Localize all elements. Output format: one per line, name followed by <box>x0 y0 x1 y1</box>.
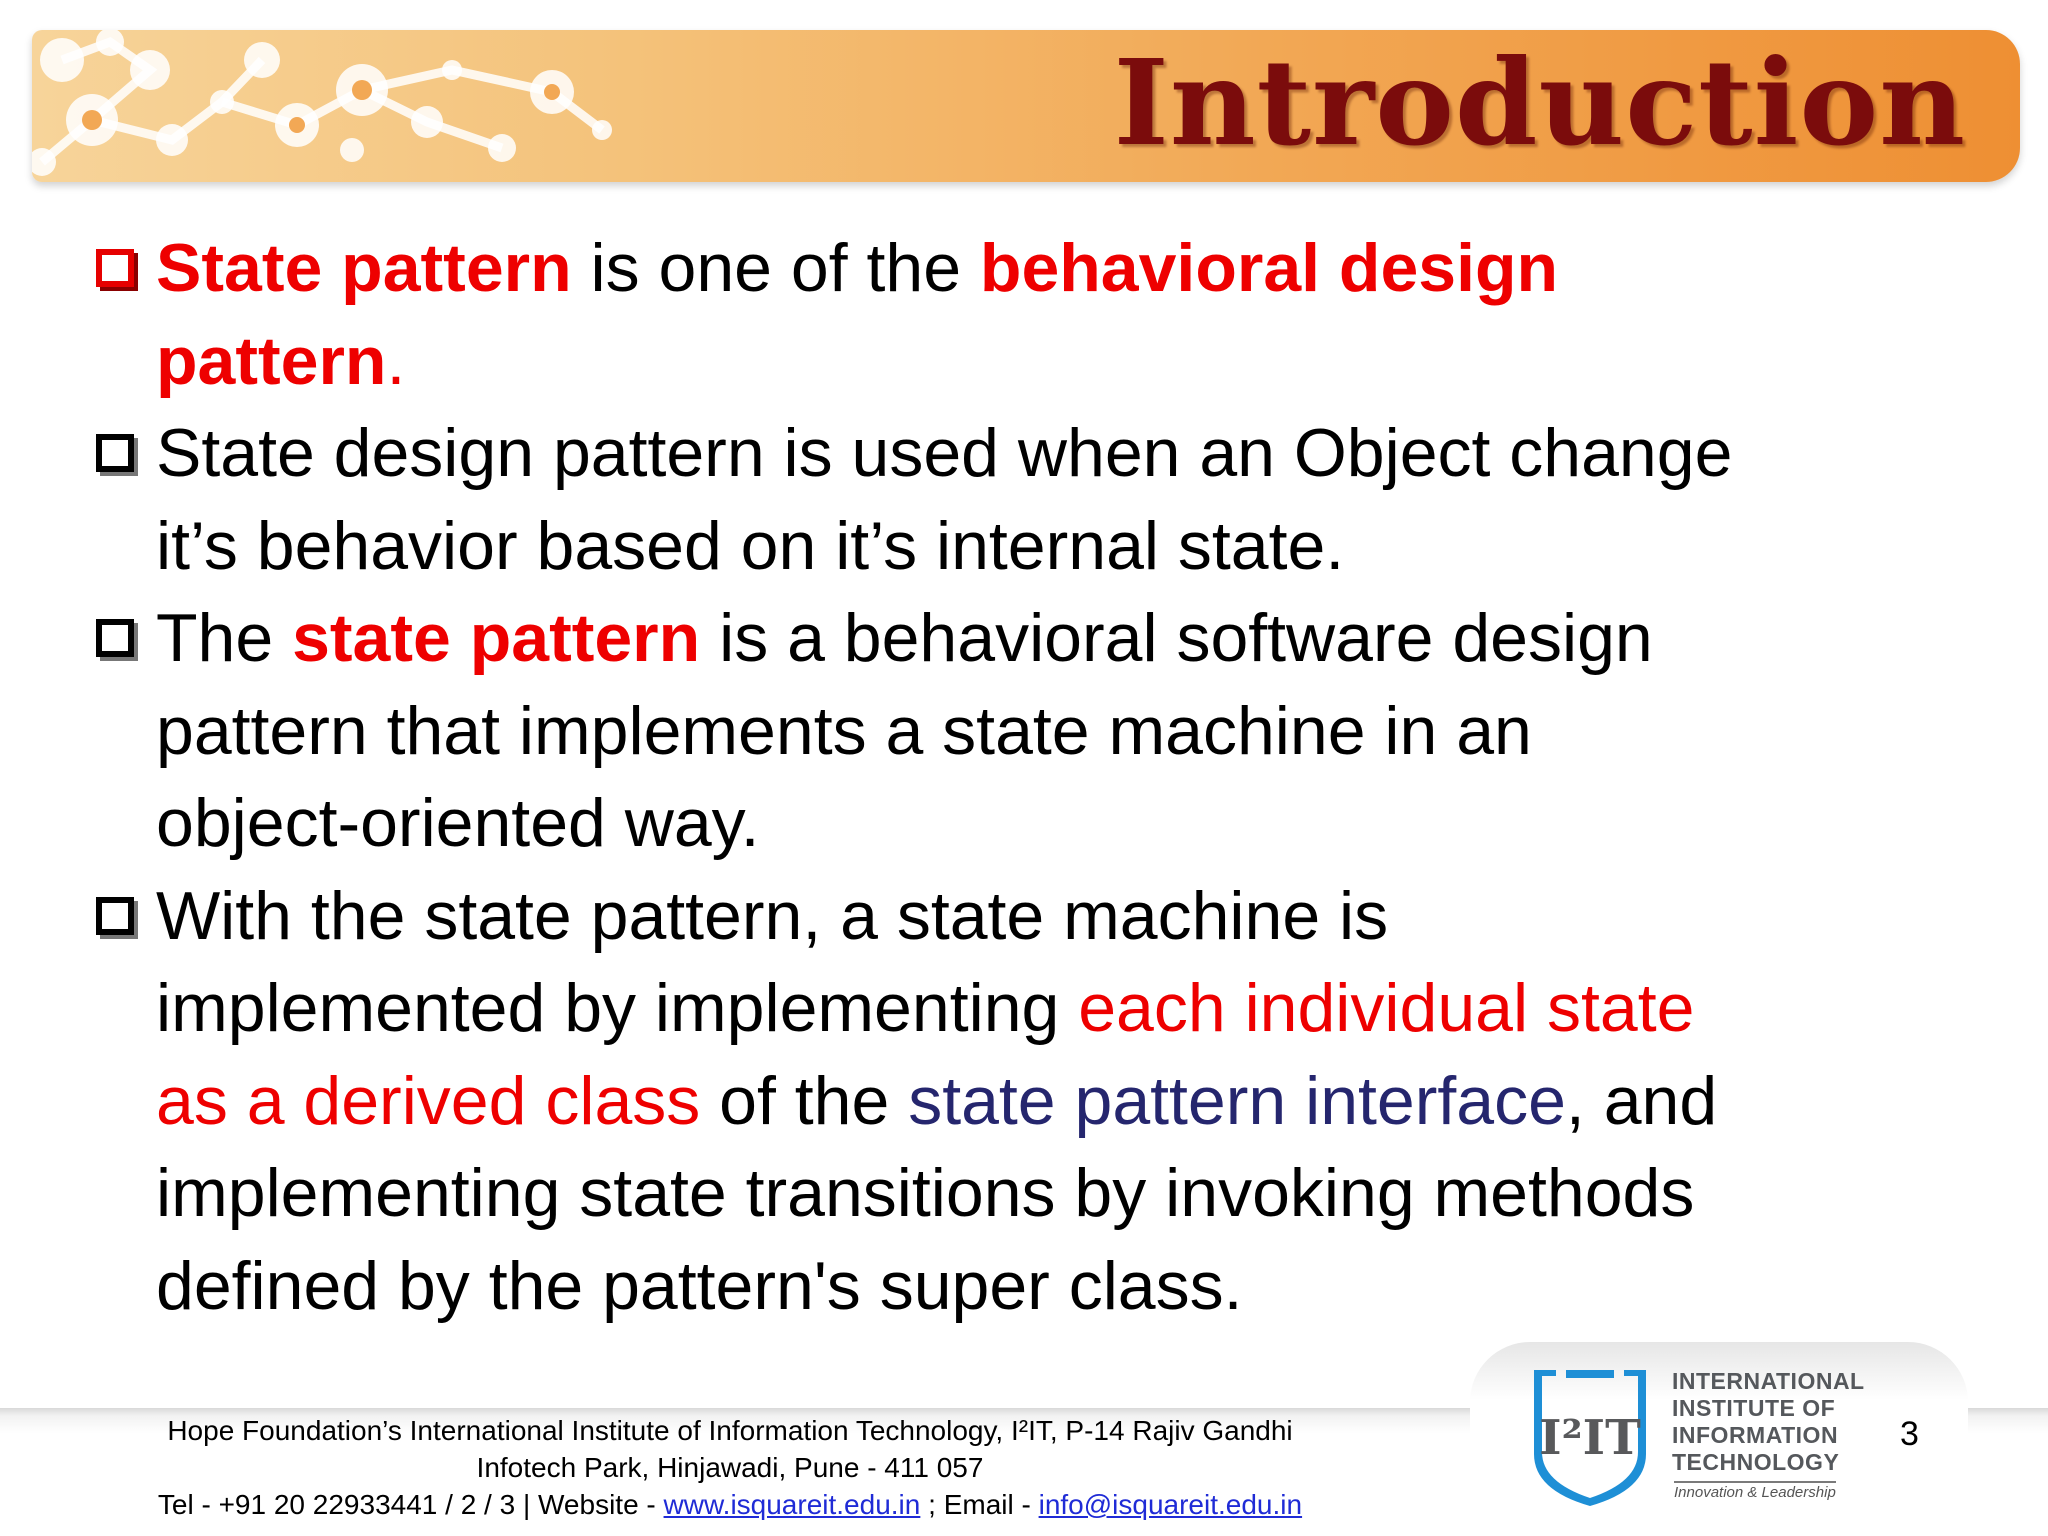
logo-tagline: Innovation & Leadership <box>1674 1481 1836 1501</box>
emphasis-text: state pattern interface <box>908 1062 1566 1139</box>
footer-line: Infotech Park, Hinjawadi, Pune - 411 057 <box>476 1452 984 1483</box>
emphasis-text: behavioral design <box>979 230 1559 306</box>
checkbox-bullet-icon <box>96 619 134 657</box>
bullet-list <box>96 222 1976 1332</box>
bullet-item <box>96 222 1976 407</box>
bullet-line: object-oriented way. <box>156 785 760 861</box>
bullet-line: State design pattern is used when an Object change <box>156 415 1733 491</box>
bullet-line: With the state pattern, a state machine is <box>156 877 1389 954</box>
bullet-line <box>156 962 1976 1055</box>
footer-contact <box>40 1486 1420 1523</box>
body-text: is a behavioral software design <box>700 600 1653 676</box>
bullet-line <box>156 592 1976 685</box>
page-number: 3 <box>1900 1415 1919 1453</box>
bullet-item <box>96 592 1976 870</box>
footer-text: Tel - +91 20 22933441 / 2 / 3 | Website - <box>157 1489 664 1520</box>
checkbox-bullet-icon <box>96 249 134 287</box>
institute-name-line: TECHNOLOGY <box>1672 1449 1840 1475</box>
body-text: implemented by implementing <box>156 970 1079 1046</box>
slide-title: Introduction <box>1113 33 1966 172</box>
molecule-decoration-icon <box>32 30 652 182</box>
body-text: , and <box>1565 1062 1718 1139</box>
emphasis-text: pattern <box>156 322 387 399</box>
bullet-line: pattern that implements a state machine in an <box>156 692 1532 769</box>
checkbox-bullet-icon <box>96 897 134 935</box>
institute-name-line: INFORMATION <box>1672 1422 1839 1448</box>
bullet-line: defined by the pattern's super class. <box>156 1247 1243 1324</box>
checkbox-bullet-icon <box>96 434 134 472</box>
body-text: is one of the <box>571 230 980 306</box>
bullet-line <box>156 1055 1976 1148</box>
institute-name <box>1672 1368 1865 1476</box>
i2it-logo-icon <box>1530 1366 1650 1508</box>
bullet-line <box>156 222 1976 315</box>
footer-line: Hope Foundation’s International Institute of Information Technology, I²IT, P-14 Rajiv Gandhi <box>167 1415 1293 1446</box>
website-link[interactable]: www.isquareit.edu.in <box>663 1489 921 1520</box>
bullet-line <box>156 315 1976 408</box>
bullet-item <box>96 407 1976 592</box>
body-text: . <box>386 322 406 399</box>
footer-address <box>40 1412 1420 1523</box>
emphasis-text: as a derived class <box>156 1062 701 1139</box>
bullet-item <box>96 870 1976 1333</box>
logo-mark-text: I²IT <box>1539 1410 1641 1466</box>
emphasis-text: state pattern <box>292 600 701 676</box>
institute-name-line: INSTITUTE OF <box>1672 1395 1836 1421</box>
emphasis-text: each individual state <box>1078 970 1695 1046</box>
body-text: of the <box>700 1062 909 1139</box>
body-text: The <box>156 600 293 676</box>
footer-text: ; Email - <box>920 1489 1039 1520</box>
email-link[interactable]: info@isquareit.edu.in <box>1038 1489 1303 1520</box>
institute-name-line: INTERNATIONAL <box>1672 1368 1865 1394</box>
bullet-line: implementing state transitions by invoking methods <box>156 1155 1695 1231</box>
bullet-line: it’s behavior based on it’s internal state. <box>156 507 1345 584</box>
emphasis-text: State pattern <box>156 230 572 306</box>
